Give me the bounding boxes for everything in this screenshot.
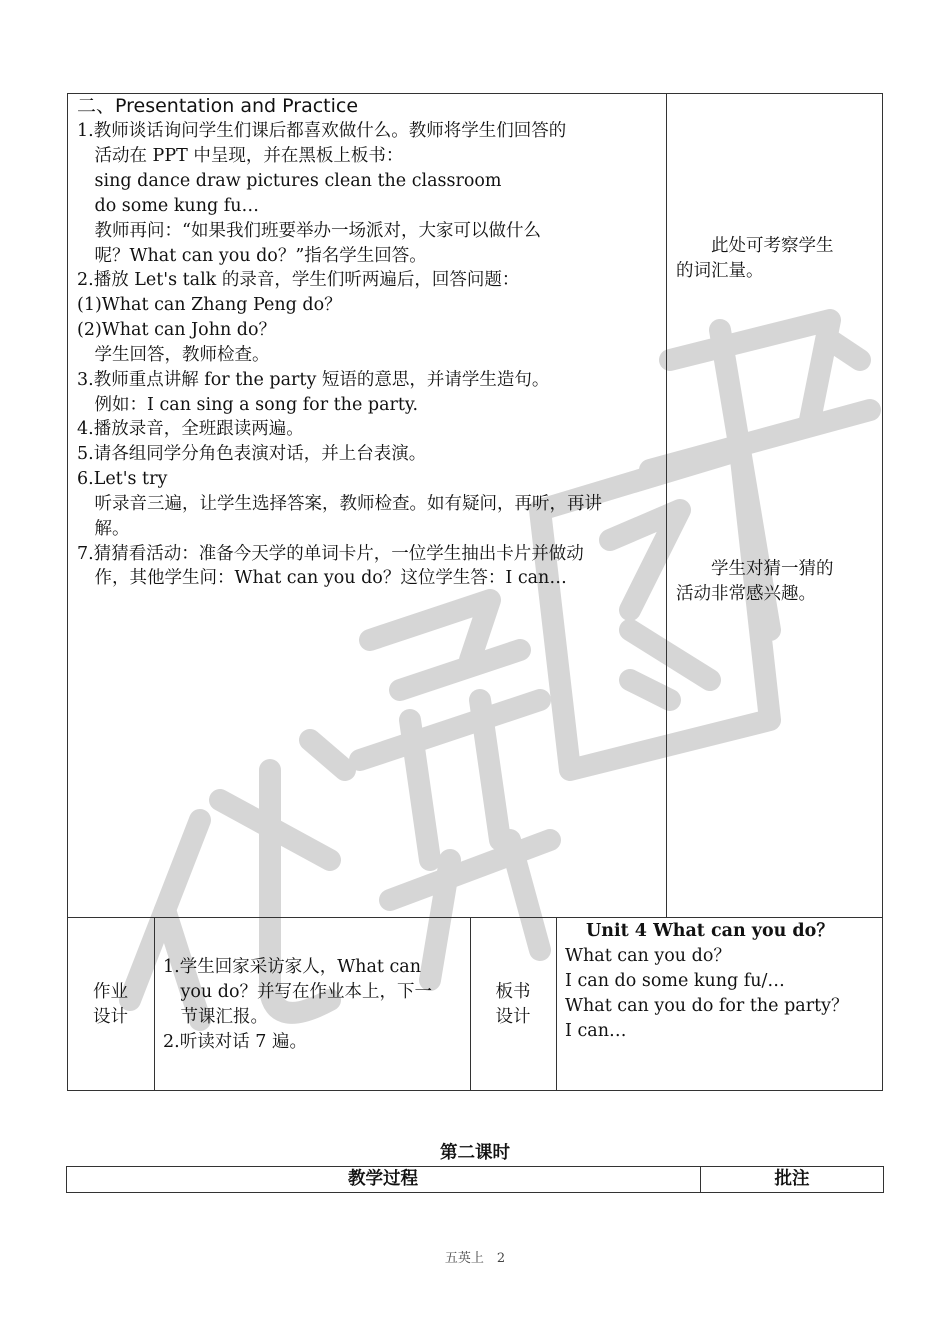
homework-label-line: 作业	[93, 982, 128, 1002]
process-line: 活动在 PPT 中呈现，并在黑板上板书：	[77, 146, 404, 166]
process-line: 7.猜猜看活动：准备今天学的单词卡片，一位学生抽出卡片并做动	[77, 544, 584, 564]
process-line: 呢？What can you do？”指名学生回答。	[77, 246, 427, 266]
section-heading: 二、Presentation and Practice	[77, 95, 359, 117]
process-line: sing dance draw pictures clean the classroom	[77, 171, 502, 191]
process-line: 解。	[77, 519, 130, 539]
note-line: 此处可考察学生	[676, 236, 834, 256]
page-footer: 五英上 2	[444, 1251, 506, 1266]
homework-line: 2.听读对话 7 遍。	[163, 1032, 307, 1052]
process-line: 4.播放录音，全班跟读两遍。	[77, 419, 304, 439]
homework-line: you do？并写在作业本上，下一	[163, 982, 432, 1002]
process-line: 6.Let's try	[77, 469, 168, 489]
process-line: 作，其他学生问：What can you do？这位学生答：I can…	[77, 568, 567, 588]
process-line: 1.教师谈话询问学生们课后都喜欢做什么。教师将学生们回答的	[77, 121, 567, 141]
homework-label-divider	[154, 917, 155, 1091]
note-line: 活动非常感兴趣。	[676, 584, 816, 604]
process-line: 2.播放 Let's talk 的录音，学生们听两遍后，回答问题：	[77, 270, 520, 290]
board-line: I can do some kung fu/…	[565, 971, 785, 991]
homework-label	[67, 980, 154, 1030]
process-line: 听录音三遍，让学生选择答案，教师检查。如有疑问，再听，再讲	[77, 494, 602, 514]
column-header-notes: 批注	[774, 1169, 810, 1189]
note-line: 学生对猜一猜的	[676, 559, 834, 579]
board-line: What can you do？	[565, 946, 731, 966]
board-label-line: 设计	[495, 1006, 531, 1027]
homework-line: 1.学生回家采访家人，What can	[163, 957, 421, 977]
homework-label-line: 设计	[93, 1006, 128, 1027]
notes-column-divider	[666, 93, 667, 917]
process-line: (2)What can John do？	[77, 320, 277, 340]
process-line: do some kung fu…	[77, 196, 259, 216]
board-label	[470, 980, 556, 1030]
board-title: Unit 4 What can you do？	[586, 921, 834, 941]
note-line: 的词汇量。	[676, 261, 764, 281]
board-label-divider	[556, 917, 557, 1091]
process-line: 3.教师重点讲解 for the party 短语的意思，并请学生造句。	[77, 370, 550, 390]
board-line: What can you do for the party？	[565, 996, 849, 1016]
column-header-process: 教学过程	[348, 1169, 418, 1189]
process-line: 例如：I can sing a song for the party.	[77, 395, 419, 415]
homework-row-divider	[67, 917, 883, 918]
process-line: 教师再问：“如果我们班要举办一场派对，大家可以做什么	[77, 221, 541, 241]
process-line: 学生回答，教师检查。	[77, 345, 270, 365]
board-line: I can…	[565, 1021, 627, 1041]
second-lesson-title: 第二课时	[440, 1143, 510, 1163]
process-line: 5.请各组同学分角色表演对话，并上台表演。	[77, 444, 427, 464]
process-line: (1)What can Zhang Peng do？	[77, 295, 342, 315]
homework-line: 节课汇报。	[163, 1007, 268, 1027]
board-label-line: 板书	[495, 982, 531, 1002]
